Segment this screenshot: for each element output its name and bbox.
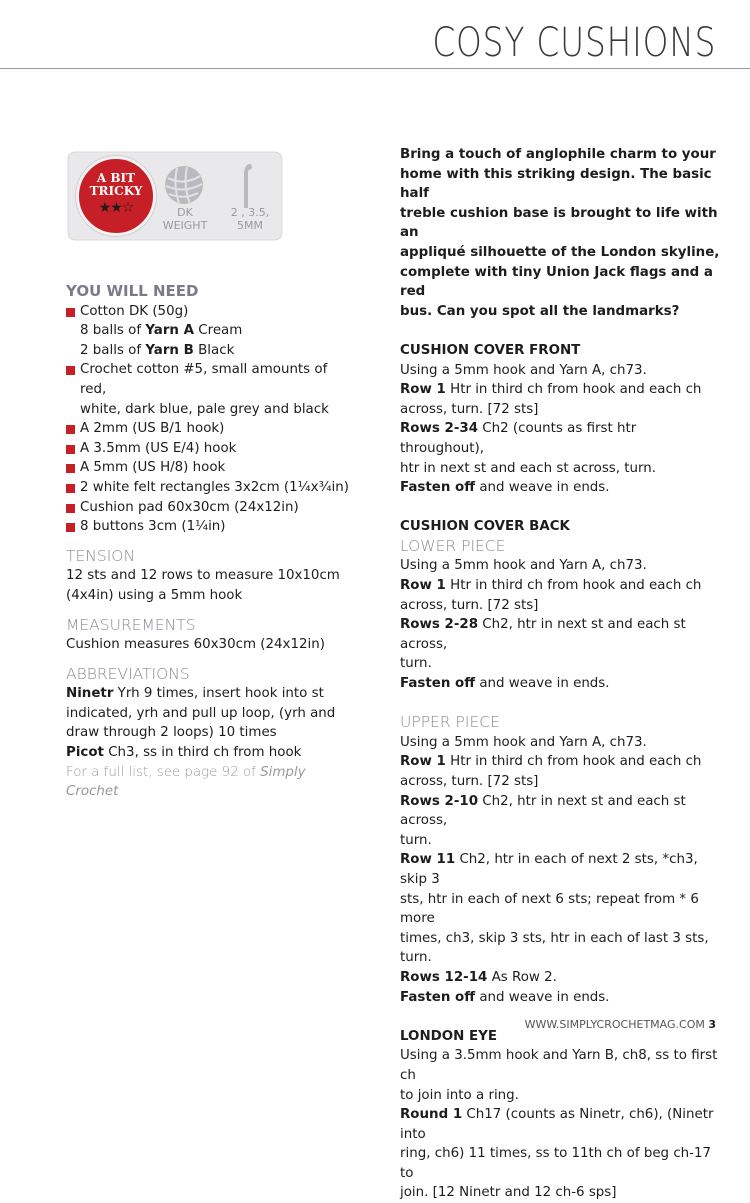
list-item: A 3.5mm (US E/4) hook <box>66 439 356 459</box>
bullet-icon <box>66 464 75 473</box>
intro-paragraph: Bring a touch of anglophile charm to your home with this striking design. The basic half treble cushion base is brought to life with an appliqué silhouette of the London skyline, complete with tiny Union Jack flags and a red bus. Can you spot all the landmarks? <box>400 147 720 319</box>
tension-line1: 12 sts and 12 rows to measure 10x10cm <box>66 568 340 584</box>
left-column: YOU WILL NEED Cotton DK (50g) 8 balls of Yarn A Cream 2 balls of Yarn B Black Crochet cotton #5, small amounts of red, white, dark blue, pale grey and black A 2mm (US B/1 hook) A 3.5mm (US E/4) hook A 5mm (US H/8) hook 2 white felt rectangles 3x2cm (1¼x¾in) Cushion pad 60x30cm (24x12in) 8 buttons 3cm (1¼in) TENSION 12 sts and 12 rows to measure 10x10cm (4x4in) using a 5mm hook MEASUREMENTS Cushion measures 60x30cm (24x12in) ABBREVIATIONS Ninetr Yrh 9 times, insert hook into st indicated, yrh and pull up loop, (yrh and draw through 2 loops) 10 times Picot Ch3, ss in third ch from hook For a full list, see page 92 of Simply Crochet <box>66 282 356 802</box>
bullet-icon <box>66 445 75 454</box>
london-eye-heading: LONDON EYE <box>400 1028 498 1044</box>
difficulty-stars: ★★☆ <box>98 200 134 216</box>
list-item: Cushion pad 60x30cm (24x12in) <box>66 498 356 518</box>
footer-url: WWW.SIMPLYCROCHETMAG.COM <box>524 1018 705 1031</box>
list-item: Crochet cotton #5, small amounts of red, white, dark blue, pale grey and black <box>66 360 356 419</box>
ninetr-definition: Ninetr Yrh 9 times, insert hook into st <box>66 686 324 702</box>
page-footer <box>525 1018 716 1031</box>
list-item: 8 buttons 3cm (1¼in) <box>66 517 356 537</box>
you-will-need-heading: YOU WILL NEED <box>66 282 199 300</box>
list-item: 2 white felt rectangles 3x2cm (1¼x¾in) <box>66 478 356 498</box>
yarn-weight-label <box>153 206 217 232</box>
list-item: A 2mm (US B/1 hook) <box>66 419 356 439</box>
weight-line1: DK <box>177 206 193 219</box>
header-divider <box>0 68 750 69</box>
back-heading: CUSHION COVER BACK <box>400 519 570 535</box>
full-list-note: For a full list, see page 92 of Simply Crochet <box>66 764 306 800</box>
measurements-text: Cushion measures 60x30cm (24x12in) <box>66 637 325 653</box>
bullet-icon <box>66 425 75 434</box>
bullet-icon <box>66 308 75 317</box>
hook-line1: 2 , 3.5, <box>230 206 270 219</box>
hook-line2: 5MM <box>237 219 263 232</box>
difficulty-badge <box>76 156 156 236</box>
yarn-ball-icon <box>163 164 205 206</box>
materials-list <box>66 302 356 537</box>
list-item: Cotton DK (50g) 8 balls of Yarn A Cream 2 balls of Yarn B Black <box>66 302 356 361</box>
right-column: Bring a touch of anglophile charm to your home with this striking design. The basic half treble cushion base is brought to life with an appliqué silhouette of the London skyline, complete with tiny Union Jack flags and a red bus. Can you spot all the landmarks? CUSHION COVER FRONT Using a 5mm hook and Yarn A, ch73. Row 1 Htr in third ch from hook and each ch across, turn. [72 sts] Rows 2-34 Ch2 (counts as first htr throughout), htr in next st and each st across, turn. Fasten off and weave in ends. CUSHION COVER BACK LOWER PIECE Using a 5mm hook and Yarn A, ch73. Row 1 Htr in third ch from hook and each ch across, turn. [72 sts] Rows 2-28 Ch2, htr in next st and each st across, turn. Fasten off and weave in ends. UPPER PIECE Using a 5mm hook and Yarn A, ch73. Row 1 Htr in third ch from hook and each ch across, turn. [72 sts] Rows 2-10 Ch2, htr in next st and each st across, turn. Row 11 Ch2, htr in each of next 2 sts, *ch3, skip 3 sts, htr in each of next 6 sts; repeat from * 6 more times, ch3, skip 3 sts, htr in each of last 3 sts, turn. Rows 12-14 As Row 2. Fasten off and weave in ends. LONDON EYE Using a 3.5mm hook and Yarn B, ch8, ss to first ch to join into a ring. Round 1 Ch17 (counts as Ninetr, ch6), (Ninetr into ring, ch6) 11 times, ss to 11th ch of beg ch-17 to join. [12 Ninetr and 12 ch-6 sps] <box>400 147 720 1201</box>
badge-line2: TRICKY <box>89 184 143 198</box>
bullet-icon <box>66 504 75 513</box>
badge-line1: A BIT <box>96 171 136 185</box>
tension-line2: (4x4in) using a 5mm hook <box>66 587 243 603</box>
bullet-icon <box>66 484 75 493</box>
abbreviations-heading: ABBREVIATIONS <box>66 664 190 683</box>
picot-definition: Picot Ch3, ss in third ch from hook <box>66 745 302 761</box>
lower-piece-heading: LOWER PIECE <box>400 536 506 555</box>
weight-line2: WEIGHT <box>162 219 208 232</box>
difficulty-label <box>79 172 153 198</box>
front-heading: CUSHION COVER FRONT <box>400 342 581 358</box>
list-item: A 5mm (US H/8) hook <box>66 458 356 478</box>
upper-piece-heading: UPPER PIECE <box>400 713 500 732</box>
page-number: 3 <box>708 1018 716 1031</box>
page-header-title: COSY CUSHIONS <box>432 20 716 66</box>
tension-heading: TENSION <box>66 546 136 565</box>
difficulty-panel <box>66 150 284 242</box>
crochet-hook-icon <box>232 160 262 210</box>
hook-size-label <box>218 206 282 232</box>
bullet-icon <box>66 366 75 375</box>
measurements-heading: MEASUREMENTS <box>66 615 196 634</box>
bullet-icon <box>66 523 75 532</box>
